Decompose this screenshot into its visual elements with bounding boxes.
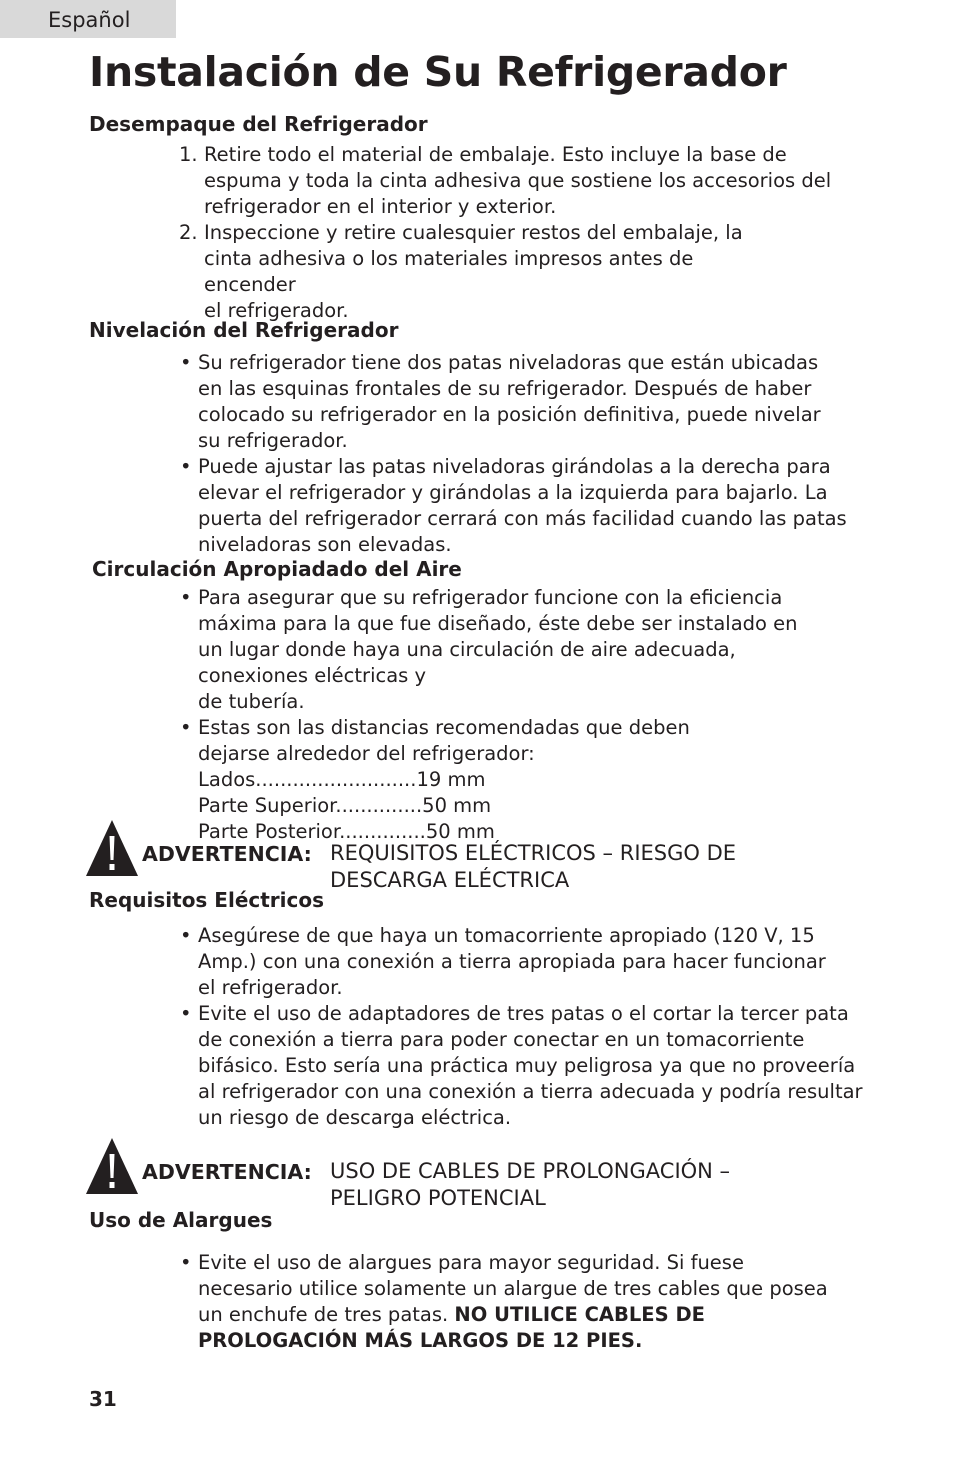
unpacking-list [179,142,869,324]
bullet: • [180,351,192,374]
list-item [180,1250,840,1354]
list-item [179,142,869,220]
list-item-text-continued: de tubería. [198,690,305,713]
warning-electrical [86,820,806,890]
list-item-text: Estas son las distancias recomendadas que deben dejarse alrededor del refrigerador: [198,716,690,765]
list-item-text: Evite el uso de alargues para mayor seguridad. Si fuese necesario utilice solamente un alargue de tres cables que posea un enchufe de tres patas. [198,1251,828,1326]
extension-list [180,1250,840,1354]
list-item-text: Retire todo el material de embalaje. Esto incluye la base de espuma y toda la cinta adhesiva que sostiene los accesorios del refrigerador en el interior y exterior. [204,143,832,218]
list-item-text: Puede ajustar las patas niveladoras girándolas a la derecha para elevar el refrigerador y girándolas a la izquierda para bajarlo. La puerta del refrigerador cerrará con más facilidad cuando las patas niveladoras son elevadas. [198,455,847,556]
warning-extension-cords [86,1138,806,1208]
list-item-text: Para asegurar que su refrigerador funcione con la eficiencia máxima para la que fue diseñado, éste debe ser instalado en un lugar donde haya una circulación de aire adecuada, conexiones eléctricas y [198,586,798,687]
section-heading-extension: Uso de Alargues [89,1208,273,1232]
warning-label: ADVERTENCIA: [142,842,312,866]
list-item-bold-text: NO UTILICE CABLES DE PROLOGACIÓN MÁS LARGOS DE 12 PIES. [198,1303,705,1352]
list-item-text: Su refrigerador tiene dos patas niveladoras que están ubicadas en las esquinas frontales de su refrigerador. Después de haber colocado su refrigerador en la posición definitiva, puede nivelar su refrigerador. [198,351,821,452]
warning-text: USO DE CABLES DE PROLONGACIÓN – PELIGRO POTENCIAL [330,1159,731,1210]
list-item [180,1001,866,1131]
language-tab: Español [0,0,176,38]
warning-triangle-icon [86,1138,138,1194]
bullet: • [180,1002,192,1025]
section-heading-unpacking: Desempaque del Refrigerador [89,112,428,136]
bullet: • [180,455,192,478]
distance-top: Parte Superior..............50 mm [198,794,492,817]
leveling-list [180,350,848,558]
list-item-text: Asegúrese de que haya un tomacorriente apropiado (120 V, 15 Amp.) con una conexión a tierra apropiada para hacer funcionar [198,924,826,973]
list-item-text: Evite el uso de adaptadores de tres patas o el cortar la tercer pata de conexión a tierra para poder conectar en un tomacorriente bifásico. Esto sería una práctica muy peligrosa ya que no proveería al refrigerador con una conexión a tierra adecuada y podría resultar un riesgo de descarga eléctrica. [198,1002,863,1129]
list-item [180,923,866,1001]
distance-back: Parte Posterior..............50 mm [198,820,495,843]
bullet: • [180,1251,192,1274]
bullet: • [180,586,192,609]
page-title: Instalación de Su Refrigerador [89,48,787,96]
list-item [180,454,848,558]
distance-sides: Lados..........................19 mm [198,768,486,791]
list-item [180,585,848,715]
list-item-text: Inspeccione y retire cualesquier restos del embalaje, la cinta adhesiva o los materiales impresos antes de encender [204,221,743,296]
electrical-list [180,923,866,1131]
air-list [180,585,848,845]
bullet: • [180,716,192,739]
section-heading-leveling: Nivelación del Refrigerador [89,318,399,342]
warning-text: REQUISITOS ELÉCTRICOS – RIESGO DE DESCARGA ELÉCTRICA [330,841,737,892]
bullet: • [180,924,192,947]
list-item [180,350,848,454]
warning-label: ADVERTENCIA: [142,1160,312,1184]
list-item-text-continued: el refrigerador. [198,976,343,999]
list-item-text-continued: el refrigerador. [204,299,349,322]
page-number: 31 [89,1387,117,1411]
list-marker: 2. [179,221,198,244]
list-item [179,220,869,324]
warning-triangle-icon [86,820,138,876]
section-heading-air-circulation: Circulación Apropiadado del Aire [92,557,462,581]
list-marker: 1. [179,143,198,166]
section-heading-electrical: Requisitos Eléctricos [89,888,325,912]
